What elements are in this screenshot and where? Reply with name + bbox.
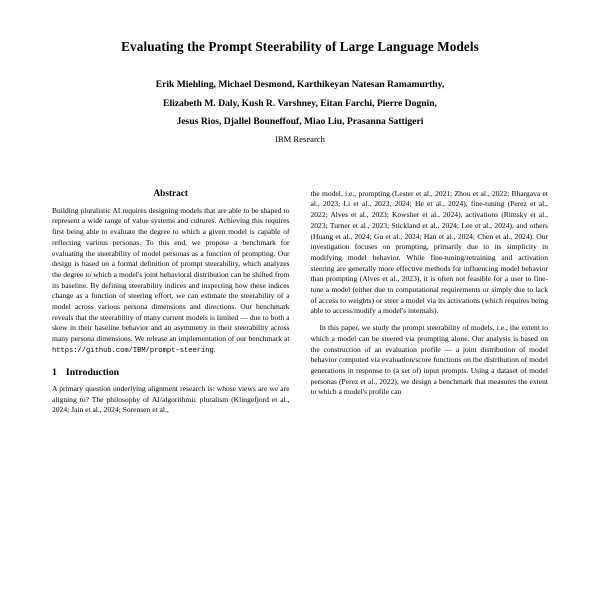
right-paragraph-2: In this paper, we study the prompt steerability of models, i.e., the extent to which a model can be steered via prompting alone. Our analysis is based on the construction of an evaluation profile — a joint distribution of model behavior computed via evaluation/score functions on the distribution of model generations in response to (a set of) input prompts. Using a dataset of model personas (Perez et al., 2022), we design a benchmark that measures the extent to which a model's profile can — [310, 323, 548, 397]
section-heading-introduction — [52, 367, 290, 378]
abstract-text — [52, 206, 290, 356]
two-column-body — [52, 189, 548, 416]
author-list — [52, 77, 548, 131]
left-column — [52, 189, 290, 416]
section-title: Introduction — [65, 366, 120, 378]
page-title: Evaluating the Prompt Steerability of Large Language Models — [121, 39, 479, 54]
abstract-period: . — [213, 344, 216, 354]
repo-url[interactable]: https://github.com/IBM/prompt-steering — [52, 346, 214, 355]
right-column — [311, 189, 549, 416]
author-line-1: Erik Miehling, Michael Desmond, Karthikeyan Natesan Ramamurthy, — [155, 79, 445, 91]
abstract-heading: Abstract — [153, 188, 189, 199]
intro-paragraph-1: A primary question underlying alignment research is: whose views are we are aligning to? The philosophy of AI/algorithmic pluralism (Klingefjord et al., 2024; Jain et al., 2024; Sorensen et al., — [52, 383, 290, 415]
author-line-3: Jesus Rios, Djallel Bouneffouf, Miao Liu, Prasanna Sattigeri — [176, 116, 424, 128]
section-number: 1 — [52, 366, 57, 378]
right-paragraph-1: the model, i.e., prompting (Lester et al., 2021; Zhou et al., 2022; Bhargava et al., 2023; Li et al., 2023, 2024; He et al., 2024), fine-tuning (Perez et al., 2022; Alves et al., 2023; Kowsher et al., 2024), activations (Rimsky et al., 2023; Turner et al., 2023; Stickland et al., 2024; Lee et al., 2024), and others (Huang et al., 2024; Gu et al., 2024; Han et al., 2024; Chen et al., 2024). Our investigation focuses on prompting, primarily due to its simplicity in modifying model behavior. While fine-tuning/retraining and activation steering are generally more effective methods for influencing model behavior than prompting (Alves et al., 2023), it is often not feasible for a user to fine-tune a model (either due to computational requirements or simply due to lack of access to weights) or steer a model via its activations (which requires being able to access/modify a model's internals). — [310, 188, 548, 316]
abstract-body: Building pluralistic AI requires designing models that are able to be shaped to represent a wide range of value systems and cultures. Achieving this requires first being able to evaluate the degree to which a given model is capable of reflecting various personas. To this end, we propose a benchmark for evaluating the steerability of model personas as a function of prompting. Our design is based on a formal definition of prompt steerability, which analyzes the degree to which a model's joint behavioral distribution can be shifted from its baseline. By defining steerability indices and inspecting how these indices change as a function of steering effort, we can estimate the steerability of a model across various persona dimensions and directions. Our benchmark reveals that the steerability of many current models is limited — due to both a skew in their baseline behavior and an asymmetry in their steerability across many persona dimensions. We release an implementation of our benchmark at — [52, 205, 290, 344]
affiliation: IBM Research — [275, 133, 325, 144]
author-line-2: Elizabeth M. Daly, Kush R. Varshney, Eitan Farchi, Pierre Dognin, — [163, 97, 437, 109]
